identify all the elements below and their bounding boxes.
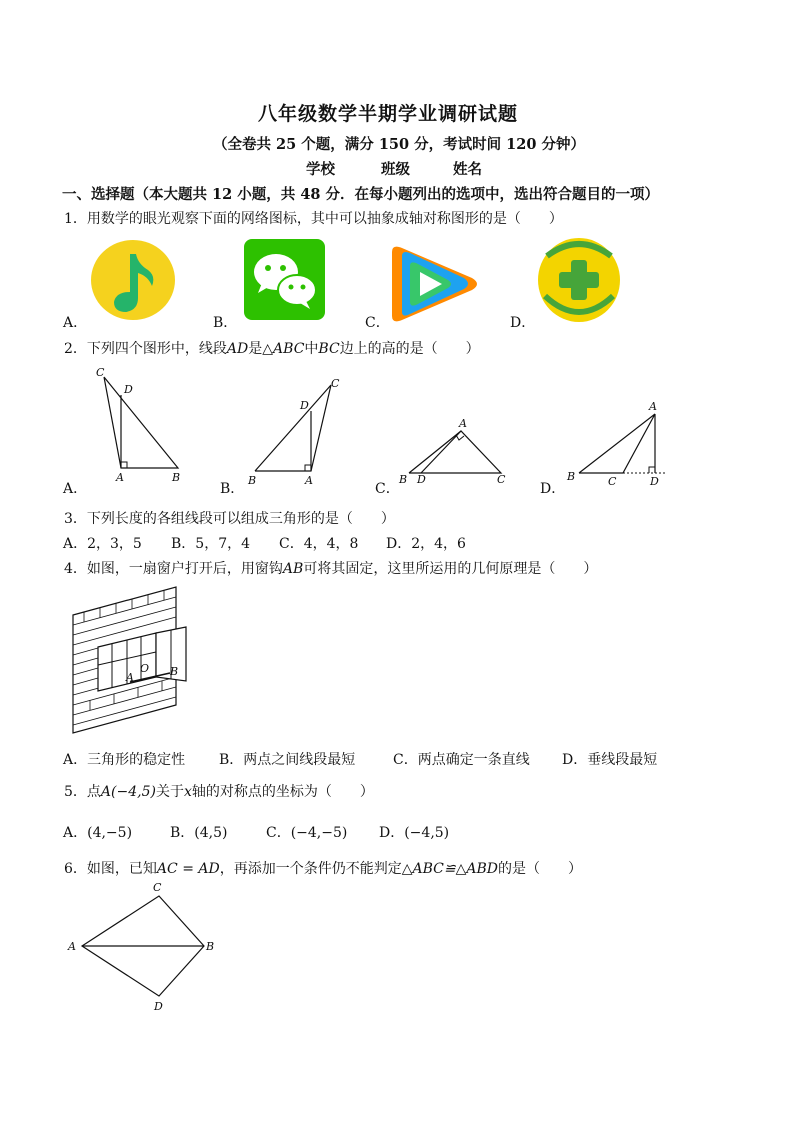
q3-option-c: C．4，4，8 <box>279 536 359 552</box>
q2-option-c: C． <box>375 481 400 497</box>
svg-text:A: A <box>649 400 657 413</box>
360-security-icon <box>537 236 623 324</box>
svg-text:D: D <box>124 383 133 396</box>
name-field-label: 姓名 <box>453 161 482 178</box>
section-heading: 一、选择题（本大题共 12 小题，共 48 分．在每小题列出的选项中，选出符合题目的一项） <box>62 186 660 203</box>
class-field-label: 班级 <box>381 161 410 178</box>
svg-text:D: D <box>300 399 309 412</box>
svg-text:B: B <box>206 940 215 953</box>
svg-text:B: B <box>567 470 576 483</box>
qq-music-icon <box>90 240 180 322</box>
q3-option-a: A．2，3，5 <box>63 536 142 552</box>
q2-option-a: A． <box>63 481 88 497</box>
question-5-stem: 5．点A(−4,5)关于x轴的对称点的坐标为（ ） <box>64 784 374 800</box>
q2-figure-b <box>245 375 350 490</box>
svg-text:B: B <box>172 471 181 484</box>
q3-option-b: B．5，7，4 <box>171 536 251 552</box>
svg-text:D: D <box>417 473 426 486</box>
svg-text:A: A <box>126 671 134 684</box>
q1-option-a: A． <box>63 315 88 331</box>
q4-window-figure <box>70 585 190 735</box>
q5-option-d: D．(−4,5) <box>379 825 450 841</box>
q4-option-c: C．两点确定一条直线 <box>393 752 530 768</box>
exam-subtitle: （全卷共 25 个题，满分 150 分，考试时间 120 分钟） <box>213 136 585 153</box>
question-4-stem: 4．如图，一扇窗户打开后，用窗钩AB可将其固定，这里所运用的几何原理是（ ） <box>64 561 598 577</box>
svg-text:A: A <box>305 474 313 487</box>
svg-text:A: A <box>459 417 467 430</box>
q5-option-b: B．(4,5) <box>170 825 228 841</box>
q4-option-b: B．两点之间线段最短 <box>219 752 356 768</box>
page-title: 八年级数学半期学业调研试题 <box>258 103 519 125</box>
q2-option-d: D． <box>540 481 566 497</box>
q3-option-d: D．2，4，6 <box>386 536 466 552</box>
svg-text:C: C <box>96 366 105 379</box>
q2-figure-a <box>90 365 190 490</box>
q2-option-b: B． <box>220 481 245 497</box>
q5-option-c: C．(−4,−5) <box>266 825 348 841</box>
q2-figure-c <box>395 415 510 490</box>
svg-text:C: C <box>153 881 162 894</box>
q1-option-c: C． <box>365 315 390 331</box>
svg-text:B: B <box>248 474 257 487</box>
svg-text:A: A <box>68 940 76 953</box>
q5-option-a: A．(4,−5) <box>63 825 133 841</box>
svg-text:O: O <box>140 662 150 675</box>
question-1-stem: 1．用数学的眼光观察下面的网络图标，其中可以抽象成轴对称图形的是（ ） <box>64 211 563 227</box>
svg-text:C: C <box>608 475 617 488</box>
question-2-stem: 2．下列四个图形中，线段AD是△ABC中BC边上的高的是（ ） <box>64 341 480 357</box>
svg-text:D: D <box>650 475 659 488</box>
q1-option-d: D． <box>510 315 536 331</box>
svg-text:C: C <box>497 473 506 486</box>
svg-text:A: A <box>116 471 124 484</box>
wechat-icon <box>244 239 326 321</box>
tencent-video-icon <box>390 244 482 324</box>
q1-option-b: B． <box>213 315 238 331</box>
q2-figure-d <box>565 398 675 490</box>
question-6-stem: 6．如图，已知AC = AD，再添加一个条件仍不能判定△ABC≌△ABD的是（ ） <box>64 861 582 877</box>
q4-option-a: A．三角形的稳定性 <box>63 752 186 768</box>
svg-text:D: D <box>154 1000 163 1013</box>
question-3-stem: 3．下列长度的各组线段可以组成三角形的是（ ） <box>64 511 395 527</box>
school-field-label: 学校 <box>306 161 335 178</box>
q4-option-d: D．垂线段最短 <box>562 752 658 768</box>
svg-text:C: C <box>331 377 340 390</box>
svg-text:B: B <box>399 473 408 486</box>
svg-text:B: B <box>170 665 179 678</box>
q6-figure <box>64 878 224 1018</box>
